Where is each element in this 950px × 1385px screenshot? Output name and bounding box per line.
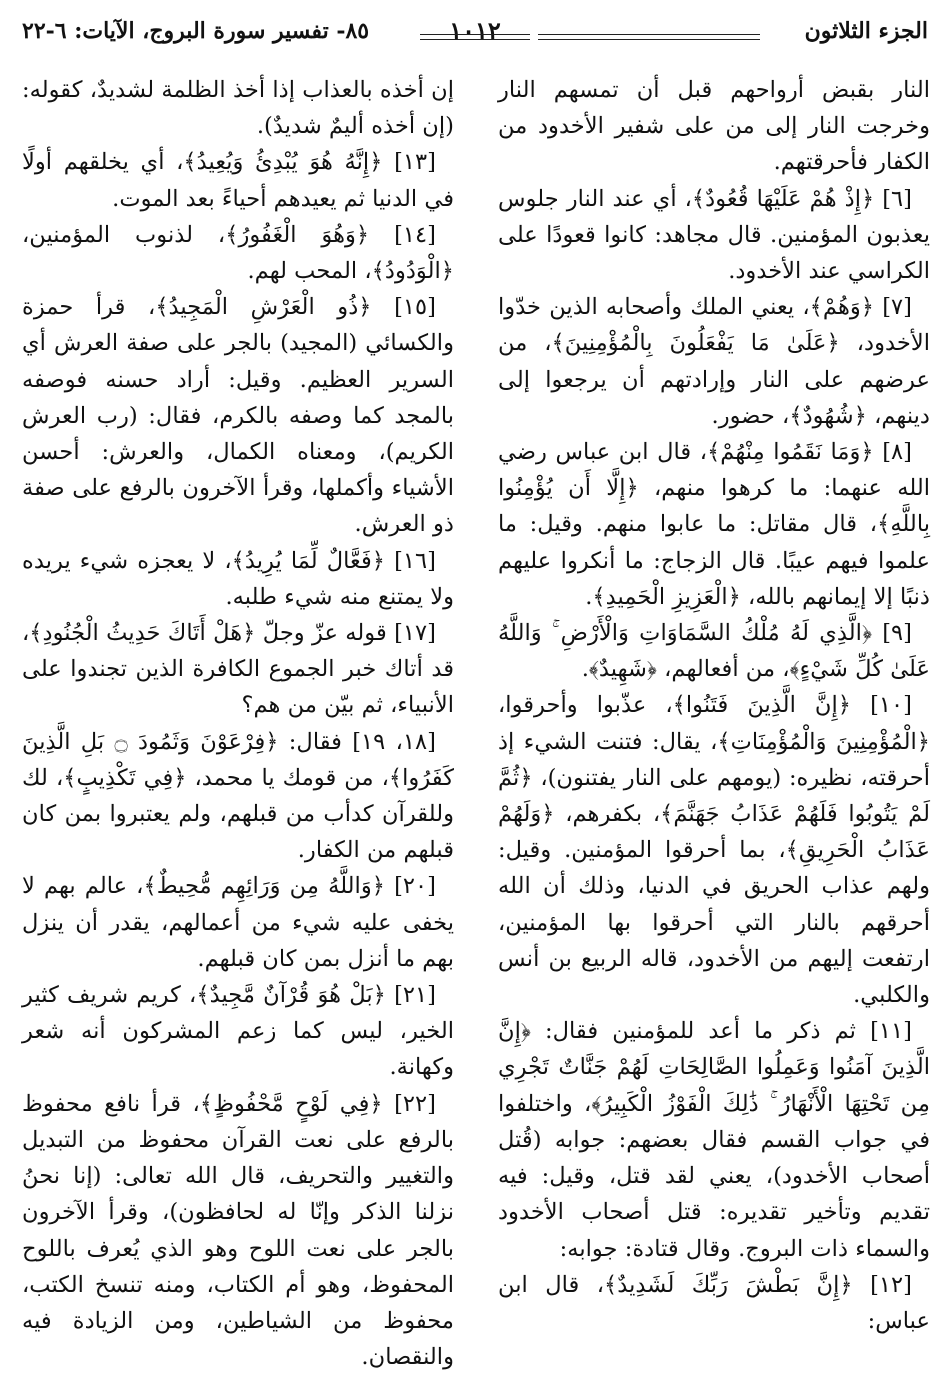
- paragraph: [١٠] ﴿إِنَّ الَّذِينَ فَتَنُوا﴾، عذّبوا وأحرقوا، ﴿الْمُؤْمِنِينَ وَالْمُؤْمِنَاتِ﴾، يقال: فتنت الشيء إذ أحرقته، نظيره: (يومهم على النار يفتنون)، ﴿ثُمَّ لَمْ يَتُوبُوا فَلَهُمْ عَذَابُ جَهَنَّمَ﴾، بكفرهم، ﴿وَلَهُمْ عَذَابُ الْحَرِيقِ﴾، بما أحرقوا المؤمنين. وقيل: ولهم عذاب الحريق في الدنيا، وذلك أن الله أحرقهم بالنار التي أحرقوا بها المؤمنين، ارتفعت إليهم من الأخدود، قاله الربيع بن أنس والكلبي.: [498, 692, 930, 1009]
- paragraph: [١٧] قوله عزّ وجلّ ﴿هَلْ أَتَاكَ حَدِيثُ الْجُنُودِ﴾، قد أتاك خبر الجموع الكافرة الذين تجندوا على الأنبياء، ثم بيّن من هم؟: [22, 620, 454, 719]
- paragraph: [١٤] ﴿وَهُوَ الْغَفُورُ﴾، لذنوب المؤمنين، ﴿الْوَدُودُ﴾، المحب لهم.: [22, 221, 454, 285]
- paragraph: [٢٠] ﴿وَاللَّهُ مِن وَرَائِهِم مُّحِيطٌ﴾، عالم بهم لا يخفى عليه شيء من أعمالهم، يقدر أن ينزل بهم ما أنزل بمن كان قبلهم.: [22, 873, 454, 972]
- left-column: [22, 72, 454, 1375]
- paragraph: النار بقبض أرواحهم قبل أن تمسهم النار وخرجت النار إلى من على شفير الأخدود من الكفار فأحرقتهم.: [498, 77, 930, 176]
- paragraph: [١٢] ﴿إِنَّ بَطْشَ رَبِّكَ لَشَدِيدٌ﴾، قال ابن عباس:: [498, 1271, 930, 1334]
- page-header: [22, 14, 928, 54]
- paragraph: إن أخذه بالعذاب إذا أخذ الظلمة لشديدٌ، كقوله: (إن أخذه أليمٌ شديدٌ).: [22, 77, 454, 140]
- paragraph: [٢١] ﴿بَلْ هُوَ قُرْآنٌ مَّجِيدٌ﴾، كريم شريف كثير الخير، ليس كما زعم المشركون أنه شعر وكهانة.: [22, 982, 454, 1081]
- header-rule-left: [420, 34, 530, 40]
- paragraph: [٦] ﴿إِذْ هُمْ عَلَيْهَا قُعُودٌ﴾، أي عند النار جلوس يعذبون المؤمنين. قال مجاهد: كانوا قعودًا على الكراسي عند الأخدود.: [498, 185, 930, 285]
- paragraph: [١٣] ﴿إِنَّهُ هُوَ يُبْدِئُ وَيُعِيدُ﴾، أي يخلقهم أولًا في الدنيا ثم يعيدهم أحياءً بعد الموت.: [22, 149, 454, 212]
- paragraph: [١٦] ﴿فَعَّالٌ لِّمَا يُرِيدُ﴾، لا يعجزه شيء يريده ولا يمتنع منه شيء طلبه.: [22, 547, 454, 610]
- page-number: ١٠١٢: [449, 16, 501, 45]
- paragraph: [١٨، ١٩] فقال: ﴿فِرْعَوْنَ وَثَمُودَ ۝ بَلِ الَّذِينَ كَفَرُوا﴾، من قومك يا محمد، ﴿فِي تَكْذِيبٍ﴾، لك وللقرآن كدأب من قبلهم، ولم يعتبروا بمن كان قبلهم من الكفار.: [22, 728, 454, 864]
- paragraph: [٨] ﴿وَمَا نَقَمُوا مِنْهُمْ﴾، قال ابن عباس رضي الله عنهما: ما كرهوا منهم، ﴿إِلَّا أَن يُؤْمِنُوا بِاللَّهِ﴾، قال مقاتل: ما عابوا منهم. وقيل: ما علموا فيهم عيبًا. قال الزجاج: ما أنكروا عليهم ذنبًا إلا إيمانهم بالله، ﴿الْعَزِيزِ الْحَمِيدِ﴾.: [498, 439, 930, 610]
- right-column: [498, 72, 930, 1339]
- surah-verses-title: ٨٥- تفسير سورة البروج، الآيات: ٦-٢٢: [22, 18, 370, 44]
- paragraph: [٩] ﴿الَّذِي لَهُ مُلْكُ السَّمَاوَاتِ وَالْأَرْضِ ۚ وَاللَّهُ عَلَىٰ كُلِّ شَيْءٍ﴾، من أفعالهم، ﴿شَهِيدٌ﴾.: [498, 620, 930, 683]
- paragraph: [٢٢] ﴿فِي لَوْحٍ مَّحْفُوظٍ﴾، قرأ نافع محفوظ بالرفع على نعت القرآن محفوظ من التبديل والتغيير والتحريف، قال الله تعالى: (إنا نحنُ نزلنا الذكر وإنّا له لحافظون)، وقرأ الآخرون بالجر على نعت اللوح وهو الذي يُعرف باللوح المحفوظ، وهو أم الكتاب، ومنه تنسخ الكتب، محفوظ من الشياطين، ومن الزيادة فيه والنقصان.: [22, 1090, 454, 1371]
- part-title: الجزء الثلاثون: [804, 18, 928, 44]
- paragraph: [١٥] ﴿ذُو الْعَرْشِ الْمَجِيدُ﴾، قرأ حمزة والكسائي (المجيد) بالجر على صفة العرش أي السرير العظيم. وقيل: أراد حسنه فوصفه بالمجد كما وصفه بالكرم، فقال: (رب العرش الكريم)، ومعناه الكمال، والعرش: أحسن الأشياء وأكملها، وقرأ الآخرون بالرفع على صفة ذو العرش.: [22, 294, 454, 538]
- paragraph: [١١] ثم ذكر ما أعد للمؤمنين فقال: ﴿إِنَّ الَّذِينَ آمَنُوا وَعَمِلُوا الصَّالِحَاتِ لَهُمْ جَنَّاتٌ تَجْرِي مِن تَحْتِهَا الْأَنْهَارُ ۚ ذَٰلِكَ الْفَوْزُ الْكَبِيرُ﴾، واختلفوا في جواب القسم فقال بعضهم: جوابه (قُتل أصحاب الأخدود)، يعني لقد قتل، وقيل: فيه تقديم وتأخير تقديره: قتل أصحاب الأخدود والسماء ذات البروج. وقال قتادة: جوابه:: [498, 1018, 930, 1262]
- paragraph: [٧] ﴿وَهُمْ﴾، يعني الملك وأصحابه الذين خدّوا الأخدود، ﴿عَلَىٰ مَا يَفْعَلُونَ بِالْمُؤْمِنِينَ﴾، من عرضهم على النار وإرادتهم أن يرجعوا إلى دينهم، ﴿شُهُودٌ﴾، حضور.: [498, 294, 930, 429]
